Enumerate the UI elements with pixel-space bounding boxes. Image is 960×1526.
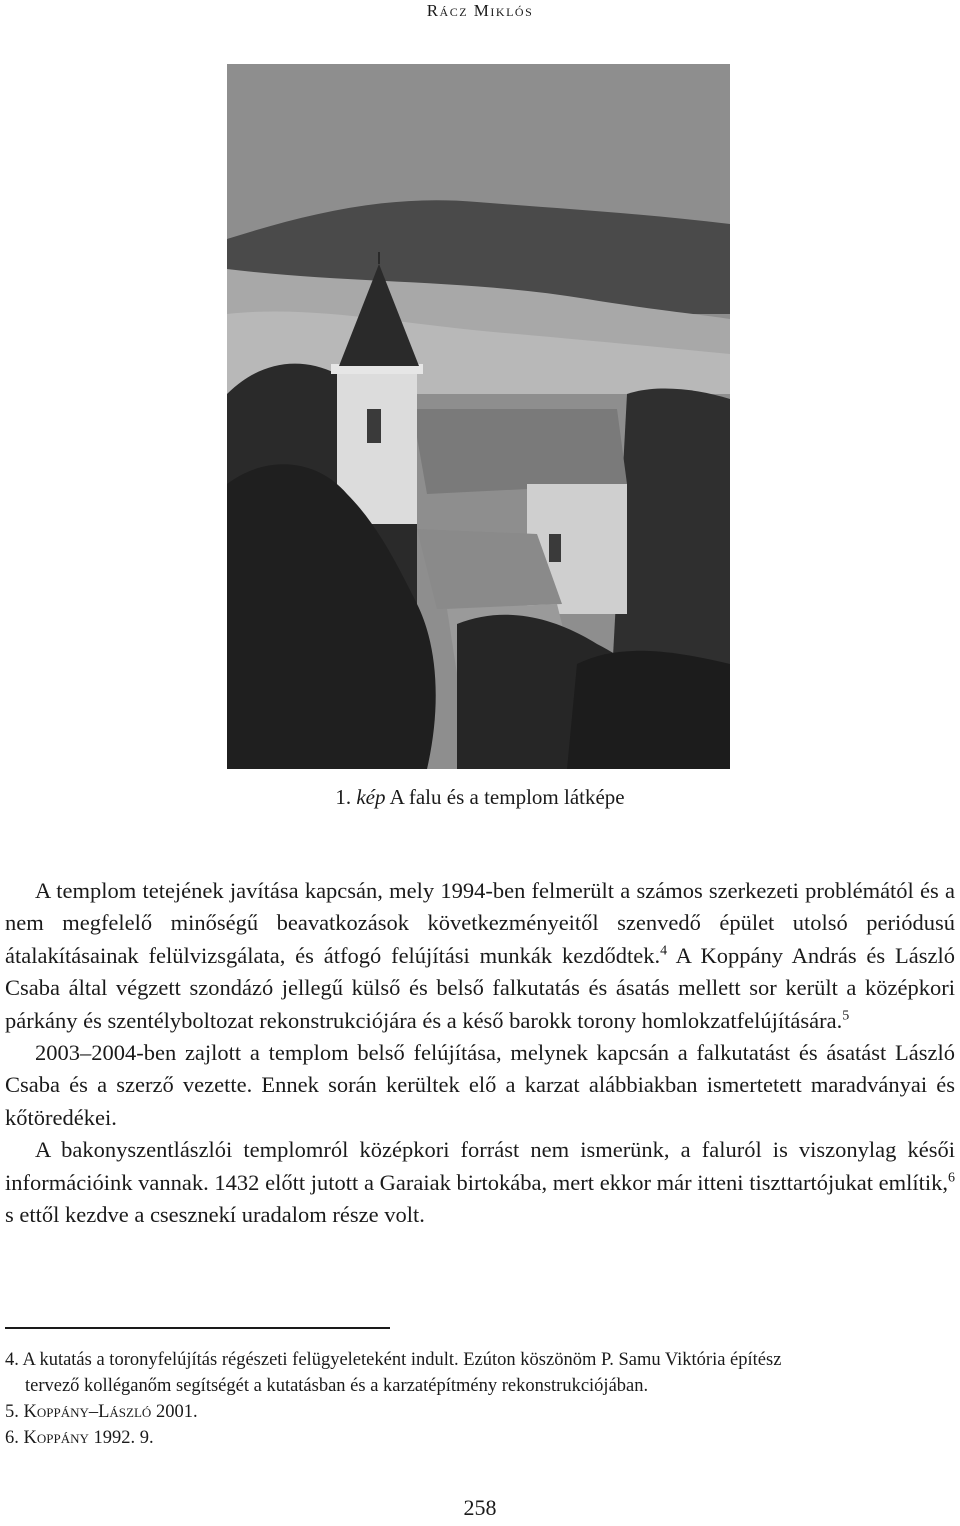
body-text xyxy=(5,875,955,1231)
footnote-ref: 5 xyxy=(842,1008,850,1024)
paragraph-text: A templom tetejének javítása kapcsán, mely 1994-ben felmerült a számos szerkezeti problémától és a nem megfelelő minőségű beavatkozások következményeitől szenvedő épület utolsó periódusú átalakításainak felülvizsgálata, és átfogó felújítási munkák kezdődtek. xyxy=(5,878,955,968)
paragraph-text: s ettől kezdve a csesznekí uradalom része volt. xyxy=(5,1202,425,1228)
paragraph: 2003–2004-ben zajlott a templom belső felújítása, melynek kapcsán a falkutatást és ásatást László Csaba és a szerző vezette. Ennek során kerültek elő a karzat alábbiakban ismertetett maradványai és kőtöredékei. xyxy=(5,1040,955,1130)
paragraph-text: A Koppány András és László Csaba által végzett szondázó jellegű külső és belső falkutatás és ásatás mellett sor került a középkori párkány és szentélyboltozat rekonstrukciójára és a késő barokk torony homlokzatfelújítására. xyxy=(5,942,955,1033)
page-number: 258 xyxy=(463,1495,497,1520)
figure-caption xyxy=(0,782,960,812)
paragraph xyxy=(5,1134,955,1231)
footnote-4-continued: tervező kolléganőm segítségét a kutatásban és a karzatépítmény rekonstrukciójában. xyxy=(25,1376,649,1396)
footnote-number: 5. xyxy=(5,1402,24,1422)
footnote-number: 6. xyxy=(5,1428,24,1448)
paragraph xyxy=(5,875,955,1037)
footnote-5 xyxy=(5,1399,955,1425)
footnote-6 xyxy=(5,1425,955,1451)
footnote-divider xyxy=(5,1327,390,1329)
caption-label: kép xyxy=(356,785,386,809)
footnote-4: 4. A kutatás a toronyfelújítás régészeti felügyeleteként indult. Ezúton köszönöm P. Samu Viktória építész xyxy=(5,1350,782,1370)
footnotes xyxy=(5,1347,955,1451)
caption-text: A falu és a templom látképe xyxy=(389,785,625,809)
footnote-year: 2001. xyxy=(151,1402,198,1422)
footnote-author: Koppány xyxy=(23,1428,89,1448)
running-title: Rácz Miklós xyxy=(426,1,534,20)
footnote-year: 1992. 9. xyxy=(88,1428,154,1448)
caption-number: 1. xyxy=(335,785,352,809)
footnote-ref: 6 xyxy=(948,1170,955,1186)
footnote-ref: 4 xyxy=(660,943,668,959)
village-church-photo xyxy=(227,64,730,769)
paragraph-text: A bakonyszentlászlói templomról középkori forrást nem ismerünk, a faluról is viszonylag késői információink vannak. 1432 előtt jutott a Garaiak birtokába, mert ekkor már itteni tiszttartójukat említik, xyxy=(5,1137,955,1195)
footnote-author: Koppány–László xyxy=(23,1402,152,1422)
